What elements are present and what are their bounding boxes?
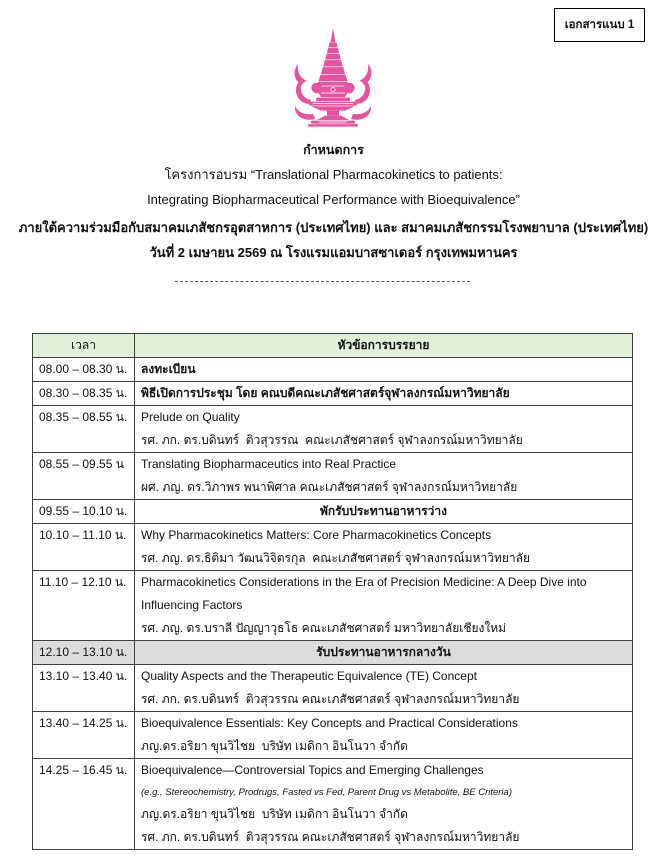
- topic-cell: [135, 759, 633, 850]
- lunch-label: รับประทานอาหารกลางวัน: [316, 645, 451, 659]
- time-cell: [33, 712, 135, 759]
- topic-cell: [135, 712, 633, 759]
- topic-cell: [135, 358, 633, 382]
- speaker-line: ภญ.ดร.อริยา ขุนวิไชย บริษัท เมดิกา อินโนวา จำกัด: [141, 739, 408, 753]
- topic-cell: [135, 382, 633, 406]
- time-label: 08.55 – 09.55 น: [39, 457, 124, 471]
- session-note: (e.g., Stereochemistry, Prodrugs, Fasted vs Fed, Parent Drug vs Metabolite, BE Criteria): [141, 787, 512, 798]
- time-label: 11.10 – 12.10 น.: [39, 575, 127, 589]
- time-label: 12.10 – 13.10 น.: [39, 645, 128, 659]
- column-header-time: [33, 334, 135, 358]
- time-label: 10.10 – 11.10 น.: [39, 528, 127, 542]
- date-venue-line: วันที่ 2 เมษายน 2569 ณ โรงแรมแอมบาสซาเดอร์ กรุงเทพมหานคร: [149, 245, 518, 260]
- dashed-separator: [175, 281, 470, 282]
- table-header-row: [33, 334, 633, 358]
- time-cell: [33, 500, 135, 524]
- topic-label: ลงทะเบียน: [141, 362, 196, 376]
- table-row-lunch: [33, 641, 633, 665]
- collaboration-line: ภายใต้ความร่วมมือกับสมาคมเภสัชกรอุตสาหการ (ประเทศไทย) และ สมาคมเภสัชกรรมโรงพยาบาล (ประเทศไทย): [18, 220, 649, 235]
- speaker-line: ภญ.ดร.อริยา ขุนวิไชย บริษัท เมดิกา อินโนวา จำกัด: [141, 807, 408, 821]
- session-title: Bioequivalence—Controversial Topics and Emerging Challenges: [141, 763, 484, 777]
- time-label: 14.25 – 16.45 น.: [39, 763, 128, 777]
- topic-label: พิธีเปิดการประชุม โดย คณบดีคณะเภสัชศาสตร์จุฬาลงกรณ์มหาวิทยาลัย: [141, 386, 510, 400]
- chulalongkorn-emblem-icon: [289, 27, 377, 127]
- topic-cell: [135, 500, 633, 524]
- time-cell: [33, 358, 135, 382]
- attachment-badge: เอกสารแนบ 1: [554, 8, 645, 42]
- table-row: [33, 453, 633, 500]
- session-title: Quality Aspects and the Therapeutic Equivalence (TE) Concept: [141, 669, 477, 683]
- schedule-table: [32, 333, 633, 850]
- session-title-continued: Influencing Factors: [141, 598, 243, 612]
- speaker-line: รศ. ภก. ดร.บดินทร์ ติวสุวรรณ คณะเภสัชศาสตร์ จุฬาลงกรณ์มหาวิทยาลัย: [141, 830, 520, 844]
- session-title: Why Pharmacokinetics Matters: Core Pharmacokinetics Concepts: [141, 528, 492, 542]
- project-title-line-2: Integrating Biopharmaceutical Performance with Bioequivalence”: [147, 192, 520, 207]
- time-label: 13.10 – 13.40 น.: [39, 669, 128, 683]
- table-row: [33, 524, 633, 571]
- topic-cell: [135, 665, 633, 712]
- column-header-time-label: เวลา: [71, 338, 96, 352]
- time-cell: [33, 406, 135, 453]
- topic-cell: [135, 641, 633, 665]
- project-title-line-1: โครงการอบรม “Translational Pharmacokinetics to patients:: [164, 167, 503, 182]
- table-row: [33, 665, 633, 712]
- topic-cell: [135, 406, 633, 453]
- session-title: Pharmacokinetics Considerations in the Era of Precision Medicine: A Deep Dive into: [141, 575, 587, 589]
- table-row: [33, 358, 633, 382]
- topic-cell: [135, 453, 633, 500]
- time-label: 13.40 – 14.25 น.: [39, 716, 128, 730]
- break-label: พักรับประทานอาหารว่าง: [320, 504, 447, 518]
- time-label: 08.00 – 08.30 น.: [39, 362, 128, 376]
- time-cell: [33, 641, 135, 665]
- time-cell: [33, 571, 135, 641]
- time-cell: [33, 524, 135, 571]
- page-heading: กำหนดการ: [303, 143, 364, 157]
- time-label: 08.35 – 08.55 น.: [39, 410, 128, 424]
- speaker-line: ผศ. ภญ. ดร.วิภาพร พนาพิศาล คณะเภสัชศาสตร์ จุฬาลงกรณ์มหาวิทยาลัย: [141, 480, 518, 494]
- table-row-break: [33, 500, 633, 524]
- column-header-topic: [135, 334, 633, 358]
- topic-cell: [135, 571, 633, 641]
- speaker-line: รศ. ภญ. ดร.ธิติมา วัฒนวิจิตรกุล คณะเภสัชศาสตร์ จุฬาลงกรณ์มหาวิทยาลัย: [141, 551, 531, 565]
- time-cell: [33, 759, 135, 850]
- topic-cell: [135, 524, 633, 571]
- table-row: [33, 571, 633, 641]
- table-row: [33, 712, 633, 759]
- session-title: Prelude on Quality: [141, 410, 240, 424]
- speaker-line: รศ. ภญ. ดร.บราลี ปัญญาวุธโธ คณะเภสัชศาสตร์ มหาวิทยาลัยเชียงใหม่: [141, 621, 507, 635]
- session-title: Bioequivalence Essentials: Key Concepts and Practical Considerations: [141, 716, 518, 730]
- speaker-line: รศ. ภก. ดร.บดินทร์ ติวสุวรรณ คณะเภสัชศาสตร์ จุฬาลงกรณ์มหาวิทยาลัย: [141, 692, 520, 706]
- time-label: 09.55 – 10.10 น.: [39, 504, 128, 518]
- time-cell: [33, 453, 135, 500]
- session-title: Translating Biopharmaceutics into Real Practice: [141, 457, 397, 471]
- table-row: [33, 382, 633, 406]
- time-cell: [33, 665, 135, 712]
- table-row: [33, 759, 633, 850]
- speaker-line: รศ. ภก. ดร.บดินทร์ ติวสุวรรณ คณะเภสัชศาสตร์ จุฬาลงกรณ์มหาวิทยาลัย: [141, 433, 523, 447]
- time-label: 08.30 – 08.35 น.: [39, 386, 128, 400]
- table-row: [33, 406, 633, 453]
- time-cell: [33, 382, 135, 406]
- column-header-topic-label: หัวข้อการบรรยาย: [337, 338, 430, 352]
